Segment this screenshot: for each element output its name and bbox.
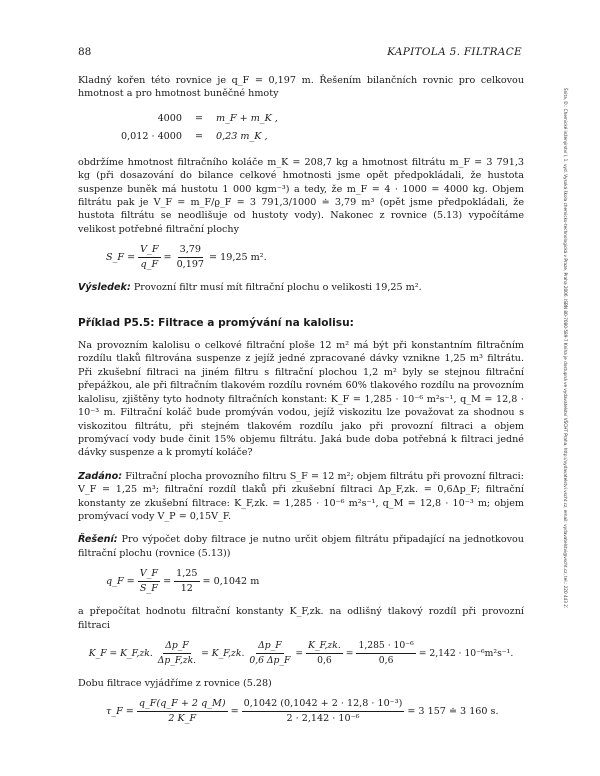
equation-rhs: 0,23 m_K , [216,131,268,143]
equals-sign: = [163,575,172,587]
fraction [156,640,198,667]
fraction-denominator: 0,197 [176,259,205,271]
side-note-text: Šnita, D.: Chemické inženýrství I, 1. vyd. Vysoká škola chemicko-technologická v Praze, Praha 2006. ISBN 80-7080-589-7 Kniha je dostupná ve vydavatelství VŠCHT Praha, http://vydavatelstvi.vscht.cz, email: vydavatelstvi@vscht.cz, tel.: 220 443 211 [563,88,568,608]
page-number: 88 [78,46,92,58]
given-paragraph [78,470,524,524]
paragraph-root: Kladný kořen této rovnice je q_F = 0,197 m. Řešením bilančních rovnic pro celkovou hmotnost a pro hmotnost buněčné hmoty [78,75,524,100]
document-body [78,74,524,735]
fraction [175,244,206,271]
fraction [138,568,160,595]
equals-sign: = [194,131,204,143]
equation-rhs: m_F + m_K , [216,113,278,125]
fraction [137,698,228,725]
paragraph-time: Dobu filtrace vyjádříme z rovnice (5.28) [78,677,272,689]
fraction-denominator: 2 K_F [168,713,197,725]
solution-label: Řešení: [78,534,118,546]
balance-equations [102,110,524,146]
equation-lhs: 0,012 · 4000 [120,131,182,143]
equation-row [102,128,524,146]
fraction-denominator: Δp_F,zk. [157,654,197,666]
chapter-title: KAPITOLA 5. FILTRACE [387,46,522,58]
equation-result: = 2,142 · 10⁻⁶m²s⁻¹. [418,647,514,659]
equals-sign: = [194,113,204,125]
paragraph-masses: obdržíme hmotnost filtračního koláče m_K = 208,7 kg a hmotnost filtrátu m_F = 3 791,3 kg (při dosazování do bilance celkové hmotnosti jsme opět předpokládali, že hustota suspenze buněk má hustotu 1 000 kgm⁻³) a tedy, že m_F = 4 · 1000 = 4000 kg. Objem filtrátu pak je V_F = m_F/ϱ_F = 3 791,3/1000 ≐ 3,79 m³ (opět jsme předpokládali, že hustota filtrátu se neodlišuje od hustoty vody). Nakonec z rovnice (5.13) vypočítáme velikost potřebné filtrační plochy [78,156,524,235]
result-line [78,281,524,294]
equals-sign: = [295,647,304,659]
fraction-numerator: 1,285 · 10⁻⁶ [356,640,415,654]
paragraph-recalc: a přepočítat hodnotu filtrační konstanty K_F,zk. na odlišný tlakový rozdíl při provozní filtraci [78,606,524,631]
fraction-denominator: S_F [139,583,158,595]
equation-specific-volume [78,568,524,595]
equation-area [78,244,524,271]
equation-term: = K_F,zk. [201,647,245,659]
equation-filtration-time [78,698,524,725]
fraction-denominator: 0,6 [378,654,394,666]
fraction-numerator: V_F [138,568,160,582]
equation-lhs: q_F = [106,575,135,587]
fraction-numerator: 3,79 [178,244,203,258]
equation-filter-constant [78,640,524,667]
side-note [560,88,570,608]
fraction [247,640,292,667]
equation-result: = 19,25 m². [209,252,267,264]
solution-text: Pro výpočet doby filtrace je nutno určit objem filtrátu připadající na jednotkovou filtrační plochu (rovnice (5.13)) [78,534,524,559]
equation-result: = 3 157 ≐ 3 160 s. [407,706,499,718]
fraction-numerator: K_F,zk. [306,640,343,654]
fraction-numerator: Δp_F [256,640,284,654]
given-label: Zadáno: [78,470,123,482]
equation-lhs: 4000 [157,113,182,125]
fraction-denominator: 12 [180,583,193,595]
fraction-denominator: q_F [140,259,159,271]
equation-row [102,110,524,128]
fraction-numerator: Δp_F [163,640,191,654]
given-text: Filtrační plocha provozního filtru S_F = 12 m²; objem filtrátu při provozní filtraci: V_F = 1,25 m³; filtrační rozdíl tlaků při zkušební filtraci Δp_F,zk. = 0,6Δp_F; filtrační konstanty ze zkušební filtrace: K_F,zk. = 1,285 · 10⁻⁶ m²s⁻¹, q_M = 12,8 · 10⁻³ m; objem promývací vody V_P = 0,15V_F. [78,470,524,522]
fraction-numerator: 0,1042 (0,1042 + 2 · 12,8 · 10⁻³) [242,698,405,712]
fraction [138,244,160,271]
paragraph-problem: Na provozním kalolisu o celkové filtrační ploše 12 m² má být při konstantním filtračním rozdílu tlaků filtrována suspenze z jejíž jedné zpracované dávky vznikne 1,25 m³ filtrátu. Při zkušební filtraci na jiném filtru s filtrační plochou 1,2 m² byly se stejnou filtrační přepážkou, ale při filtračním tlakovém rozdílu rovném 60% tlakového rozdílu na provozním kalolisu, zjištěny tyto hodnoty filtračních konstant: K_F = 1,285 · 10⁻⁶ m²s⁻¹, q_M = 12,8 · 10⁻³ m. Filtrační koláč bude promýván vodou, jejíž viskozitu lze považovat za shodnou s viskozitou filtrátu, při stejném tlakovém rozdílu jako při provozní filtraci a objem promývací vody bude činit 15% objemu filtrátu. Jaká bude doba potřebná k filtraci jedné dávky suspenze a k promytí koláče? [78,340,524,459]
fraction [174,568,199,595]
fraction-denominator: 0,6 [317,654,332,666]
running-header [78,46,522,60]
result-text: Provozní filtr musí mít filtrační plochu o velikosti 19,25 m². [133,282,422,294]
equation-lhs: τ_F = [106,706,134,718]
equals-sign: = [345,647,354,659]
fraction-numerator: 1,25 [174,568,199,582]
equation-lhs: S_F = [106,252,136,264]
fraction [306,640,343,667]
example-heading: Příklad P5.5: Filtrace a promývání na kalolisu: [78,316,354,329]
side-note-svg [560,88,572,608]
equals-sign: = [230,706,239,718]
fraction-denominator: 0,6 Δp_F [249,654,291,666]
fraction [356,640,415,667]
solution-paragraph [78,533,524,560]
equation-result: = 0,1042 m [202,575,260,587]
equation-lhs: K_F = K_F,zk. [88,647,153,659]
equals-sign: = [163,252,172,264]
fraction-numerator: V_F [138,244,160,258]
fraction [242,698,405,725]
fraction-numerator: q_F(q_F + 2 q_M) [137,698,228,712]
result-label: Výsledek: [78,282,131,294]
fraction-denominator: 2 · 2,142 · 10⁻⁶ [286,713,360,725]
